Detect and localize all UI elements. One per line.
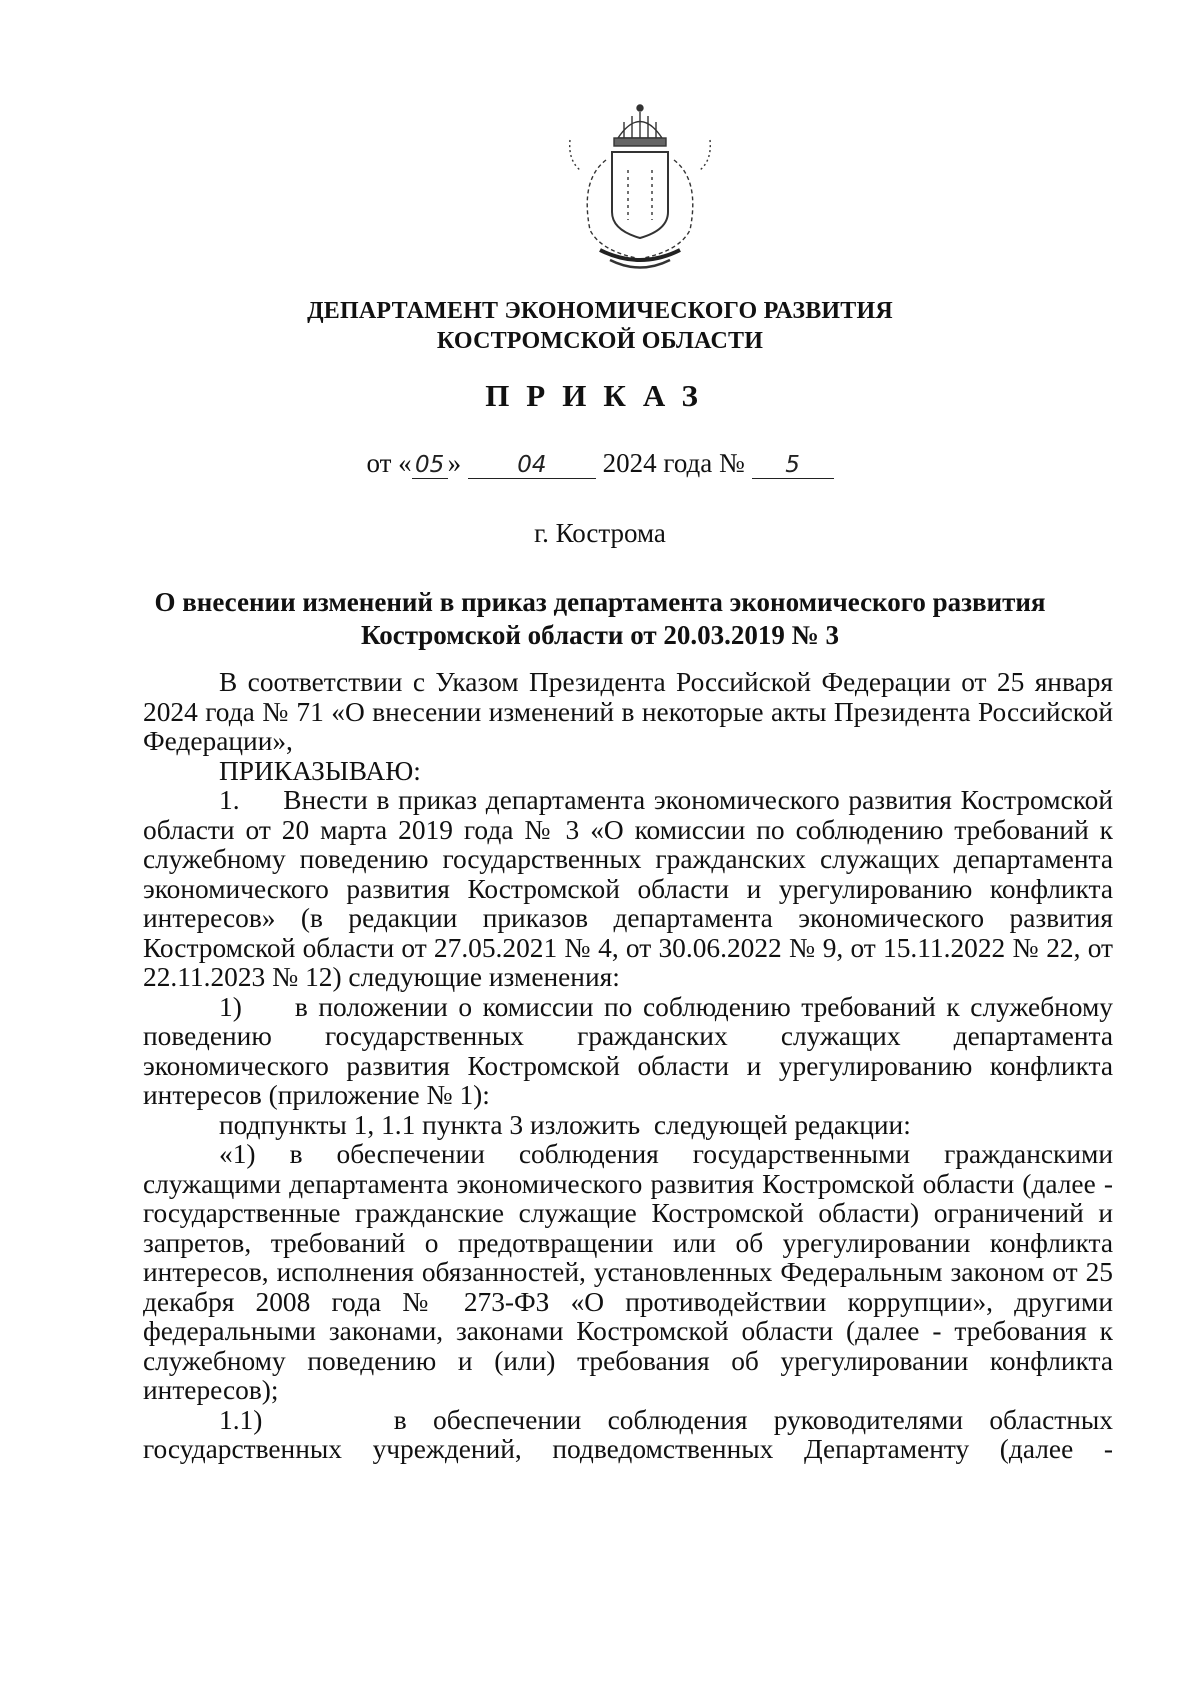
paragraph-order: ПРИКАЗЫВАЮ: [219, 755, 421, 786]
department-line2: КОСТРОМСКОЙ ОБЛАСТИ [436, 328, 764, 354]
date-day: 05 [412, 452, 448, 479]
paragraph-quote-1: «1) в обеспечении соблюдения государственными гражданскими служащими департамента экономического развития Костромской области (далее - государственные гражданские служащие Костромской области) ограничений и запретов, требований о предотвращении или об урегулировании конфликта интересов, исполнения обязанностей, установленных Федеральным законом от 25 декабря 2008 года № 273-ФЗ «О противодействии коррупции», другими федеральными законами, законами Костромской области (далее - требования к служебному поведению и (или) требования об урегулировании конфликта интересов); [143, 1139, 1113, 1405]
paragraph-preamble: В соответствии с Указом Президента Российской Федерации от 25 января 2024 года № 71 «О внесении изменений в некоторые акты Президента Российской Федерации», [143, 667, 1113, 756]
coat-of-arms-icon [540, 100, 740, 275]
date-mid: » [447, 448, 462, 478]
paragraph-subpoints: подпункты 1, 1.1 пункта 3 изложить следующей редакции: [219, 1109, 911, 1140]
department-name [0, 296, 1200, 356]
doc-type: ПРИКАЗ [485, 378, 715, 413]
city: г. Кострома [534, 518, 666, 548]
date-prefix: от « [366, 448, 412, 478]
document-title [0, 586, 1200, 652]
paragraph-quote-1-1: 1.1) в обеспечении соблюдения руководителями областных государственных учреждений, подведомственных Департаменту (далее - [143, 1404, 1120, 1464]
department-line1: ДЕПАРТАМЕНТ ЭКОНОМИЧЕСКОГО РАЗВИТИЯ [307, 298, 893, 324]
paragraph-item-1: 1. Внести в приказ департамента экономического развития Костромской области от 20 марта 2019 года № 3 «О комиссии по соблюдению требований к служебному поведению государственных гражданских служащих департамента экономического развития Костромской области и урегулированию конфликта интересов» (в редакции приказов департамента экономического развития Костромской области от 27.05.2021 № 4, от 30.06.2022 № 9, от 15.11.2022 № 22, от 22.11.2023 № 12) следующие изменения: [143, 785, 1120, 992]
date-year-text: 2024 года № [602, 448, 745, 478]
paragraph-subitem-1: 1) в положении о комиссии по соблюдению требований к служебному поведению государственных гражданских служащих департамента экономического развития Костромской области и урегулированию конфликта интересов (приложение № 1): [143, 991, 1120, 1110]
date-month: 04 [468, 452, 596, 479]
doc-number: 5 [752, 452, 834, 479]
date-line [0, 448, 1200, 479]
title-line2: Костромской области от 20.03.2019 № 3 [360, 620, 839, 650]
document-body [143, 667, 1120, 1465]
title-line1: О внесении изменений в приказ департамента экономического развития [154, 587, 1046, 617]
